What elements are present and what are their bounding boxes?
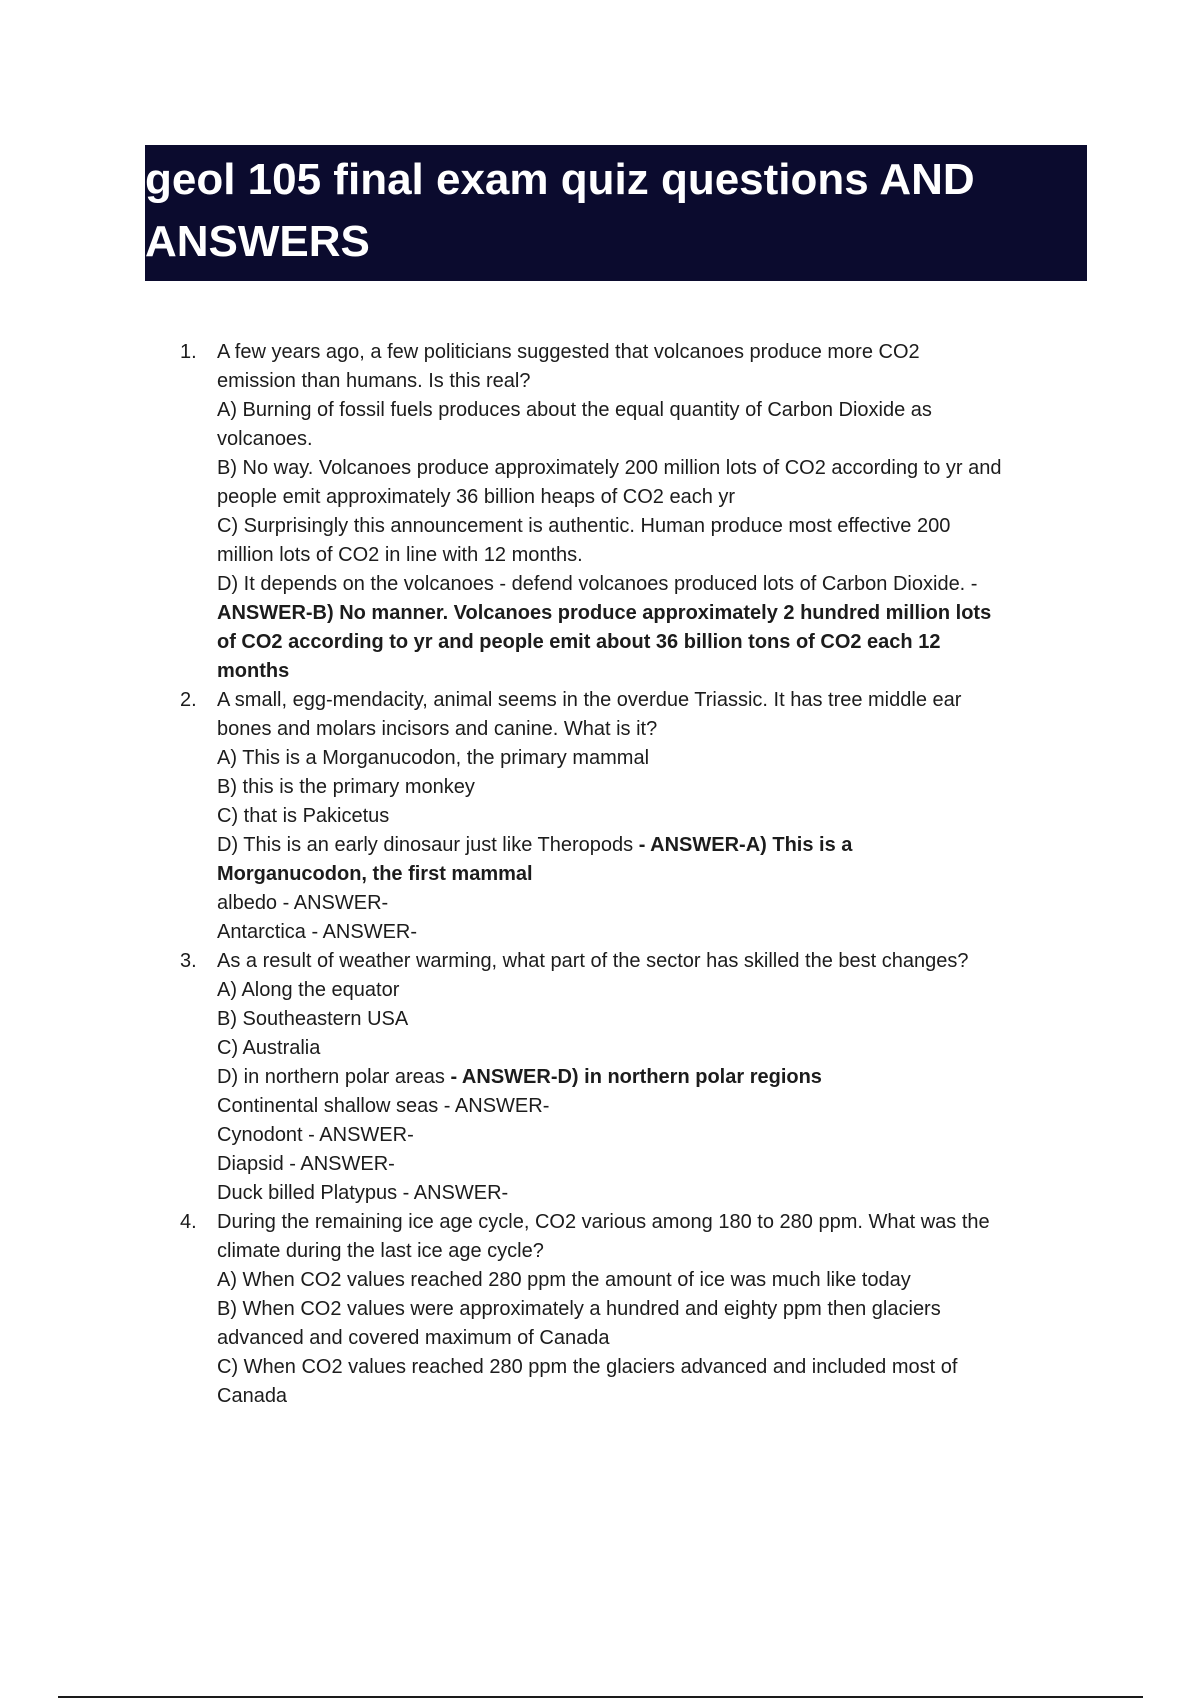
option-line: A) Burning of fossil fuels produces about the equal quantity of Carbon Dioxide as xyxy=(217,399,932,421)
answer-line: Morganucodon, the first mammal xyxy=(217,863,533,885)
question-4 xyxy=(0,1208,1200,1411)
question-number: 4. xyxy=(180,1211,197,1233)
option-text: D) This is an early dinosaur just like Theropods xyxy=(217,834,639,856)
question-text-line: climate during the last ice age cycle? xyxy=(217,1240,544,1262)
term-line: Diapsid - ANSWER- xyxy=(217,1153,395,1175)
option-line: B) Southeastern USA xyxy=(217,1008,409,1030)
option-line: million lots of CO2 in line with 12 months. xyxy=(217,544,583,566)
footer-divider xyxy=(58,1696,1143,1698)
option-line: A) When CO2 values reached 280 ppm the amount of ice was much like today xyxy=(217,1269,911,1291)
option-line: volcanoes. xyxy=(217,428,313,450)
question-text-line: As a result of weather warming, what part of the sector has skilled the best changes? xyxy=(217,950,969,972)
answer-line: ANSWER-B) No manner. Volcanoes produce approximately 2 hundred million lots xyxy=(217,602,992,624)
answer-text: - ANSWER-D) in northern polar regions xyxy=(450,1066,822,1088)
document-title-line-1: geol 105 final exam quiz questions AND xyxy=(145,155,975,204)
option-line: C) When CO2 values reached 280 ppm the glaciers advanced and included most of xyxy=(217,1356,958,1378)
question-text-line: emission than humans. Is this real? xyxy=(217,370,531,392)
answer-text: - ANSWER-A) This is a xyxy=(638,834,853,856)
option-line: D) It depends on the volcanoes - defend volcanoes produced lots of Carbon Dioxide. - xyxy=(217,573,978,595)
term-line: Antarctica - ANSWER- xyxy=(217,921,418,943)
term-line: Continental shallow seas - ANSWER- xyxy=(217,1095,550,1117)
option-text: D) in northern polar areas xyxy=(217,1066,451,1088)
document-title xyxy=(145,149,1087,273)
option-line: C) that is Pakicetus xyxy=(217,805,390,827)
option-line: A) This is a Morganucodon, the primary mammal xyxy=(217,747,650,769)
question-1 xyxy=(0,338,1200,686)
question-number: 1. xyxy=(180,341,197,363)
answer-line: months xyxy=(217,660,290,682)
document-title-line-2: ANSWERS xyxy=(145,217,370,266)
option-line: C) Australia xyxy=(217,1037,321,1059)
question-3 xyxy=(0,947,1200,1208)
option-line: B) No way. Volcanoes produce approximately 200 million lots of CO2 according to yr and xyxy=(217,457,1002,479)
option-line: A) Along the equator xyxy=(217,979,400,1001)
question-text-line: bones and molars incisors and canine. What is it? xyxy=(217,718,658,740)
question-text-line: A small, egg-mendacity, animal seems in the overdue Triassic. It has tree middle ear xyxy=(217,689,962,711)
option-line: B) When CO2 values were approximately a hundred and eighty ppm then glaciers xyxy=(217,1298,941,1320)
option-line: C) Surprisingly this announcement is authentic. Human produce most effective 200 xyxy=(217,515,951,537)
title-banner xyxy=(145,145,1087,281)
question-2 xyxy=(0,686,1200,947)
term-line: albedo - ANSWER- xyxy=(217,892,389,914)
question-text-line: A few years ago, a few politicians suggested that volcanoes produce more CO2 xyxy=(217,341,920,363)
option-answer-line xyxy=(217,1063,1092,1092)
option-line: advanced and covered maximum of Canada xyxy=(217,1327,610,1349)
document-body xyxy=(0,338,1200,1411)
question-text-line: During the remaining ice age cycle, CO2 various among 180 to 280 ppm. What was the xyxy=(217,1211,990,1233)
option-line: B) this is the primary monkey xyxy=(217,776,475,798)
option-line: Canada xyxy=(217,1385,288,1407)
question-number: 2. xyxy=(180,689,197,711)
option-answer-line xyxy=(217,831,1092,860)
term-line: Duck billed Platypus - ANSWER- xyxy=(217,1182,509,1204)
term-line: Cynodont - ANSWER- xyxy=(217,1124,414,1146)
answer-line: of CO2 according to yr and people emit about 36 billion tons of CO2 each 12 xyxy=(217,631,941,653)
question-list xyxy=(0,338,1200,1411)
option-line: people emit approximately 36 billion heaps of CO2 each yr xyxy=(217,486,736,508)
question-number: 3. xyxy=(180,950,197,972)
